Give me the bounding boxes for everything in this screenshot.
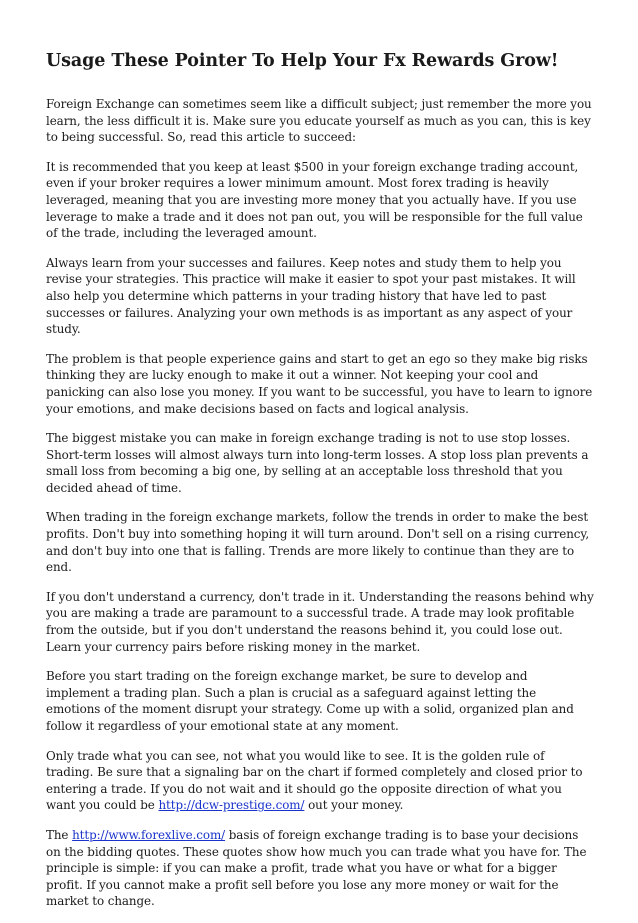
link-dcw-prestige[interactable]: http://dcw-prestige.com/ [158,798,305,813]
paragraph-learn-from-results: Always learn from your successes and failures. Keep notes and study them to help you revise your strategies. This practice will make it easier to spot your past mistakes. It will also help you determine which patterns in your trading history that have led to past successes or failures. Analyzing your own methods is as important as any aspect of your study. [46,255,576,337]
paragraph-follow-trends: When trading in the foreign exchange markets, follow the trends in order to make the best profits. Don't buy into something hoping it will turn around. Don't sell on a rising currency, and don't buy into one that is falling. Trends are more likely to continue than they are to end. [46,510,590,575]
paragraph-emotions: The problem is that people experience gains and start to get an ego so they make big risks thinking they are lucky enough to make it out a winner. Not keeping your cool and panicking can also lose you money. If you want to be successful, you have to learn to ignore your emotions, and make decisions based on facts and logical analysis. [46,351,593,416]
document-page [46,50,594,923]
paragraph-text-before-link: Only trade what you can see, not what you would like to see. It is the golden rule of trading. Be sure that a signaling bar on the chart if formed completely and closed prior to entering a trade. If you do not wait and it should go the opposite direction of what you want you could be [46,748,583,813]
paragraph-trade-what-you-see [46,748,594,814]
paragraph-text-after-link: basis of foreign exchange trading is to base your decisions on the bidding quotes. These quotes show how much you can trade what you have for. The principle is simple: if you can make a profit, trade what you have or what for a bigger profit. If you cannot make a profit sell before you lose any more money or wait for the market to change. [46,827,587,909]
paragraph-understand-currency: If you don't understand a currency, don't trade in it. Understanding the reasons behind why you are making a trade are paramount to a successful trade. A trade may look profitable from the outside, but if you don't understand the reasons behind it, you could lose out. Learn your currency pairs before risking money in the market. [46,589,594,654]
article-title: Usage These Pointer To Help Your Fx Rewards Grow! [46,51,559,71]
paragraph-text-before-link: The [46,827,73,842]
paragraph-bidding-quotes [46,827,594,910]
paragraph-text-after-link: out your money. [304,798,404,813]
paragraph-stop-losses: The biggest mistake you can make in foreign exchange trading is not to use stop losses. Short-term losses will almost always turn into long-term losses. A stop loss plan prevents a small loss from becoming a big one, by selling at an acceptable loss threshold that you decided ahead of time. [46,431,589,495]
link-forexlive[interactable]: http://www.forexlive.com/ [72,827,226,842]
paragraph-intro: Foreign Exchange can sometimes seem like a difficult subject; just remember the more you learn, the less difficult it is. Make sure you educate yourself as much as you can, this is key to being successful. So, read this article to succeed: [46,97,592,145]
paragraph-trading-plan: Before you start trading on the foreign exchange market, be sure to develop and implement a trading plan. Such a plan is crucial as a safeguard against letting the emotions of the moment disrupt your strategy. Come up with a solid, organized plan and follow it regardless of your emotional state at any moment. [46,669,574,733]
paragraph-minimum-balance: It is recommended that you keep at least $500 in your foreign exchange trading account, even if your broker requires a lower minimum amount. Most forex trading is heavily leveraged, meaning that you are investing more money that you actually have. If you use leverage to make a trade and it does not pan out, you will be responsible for the full value of the trade, including the leveraged amount. [46,159,583,241]
